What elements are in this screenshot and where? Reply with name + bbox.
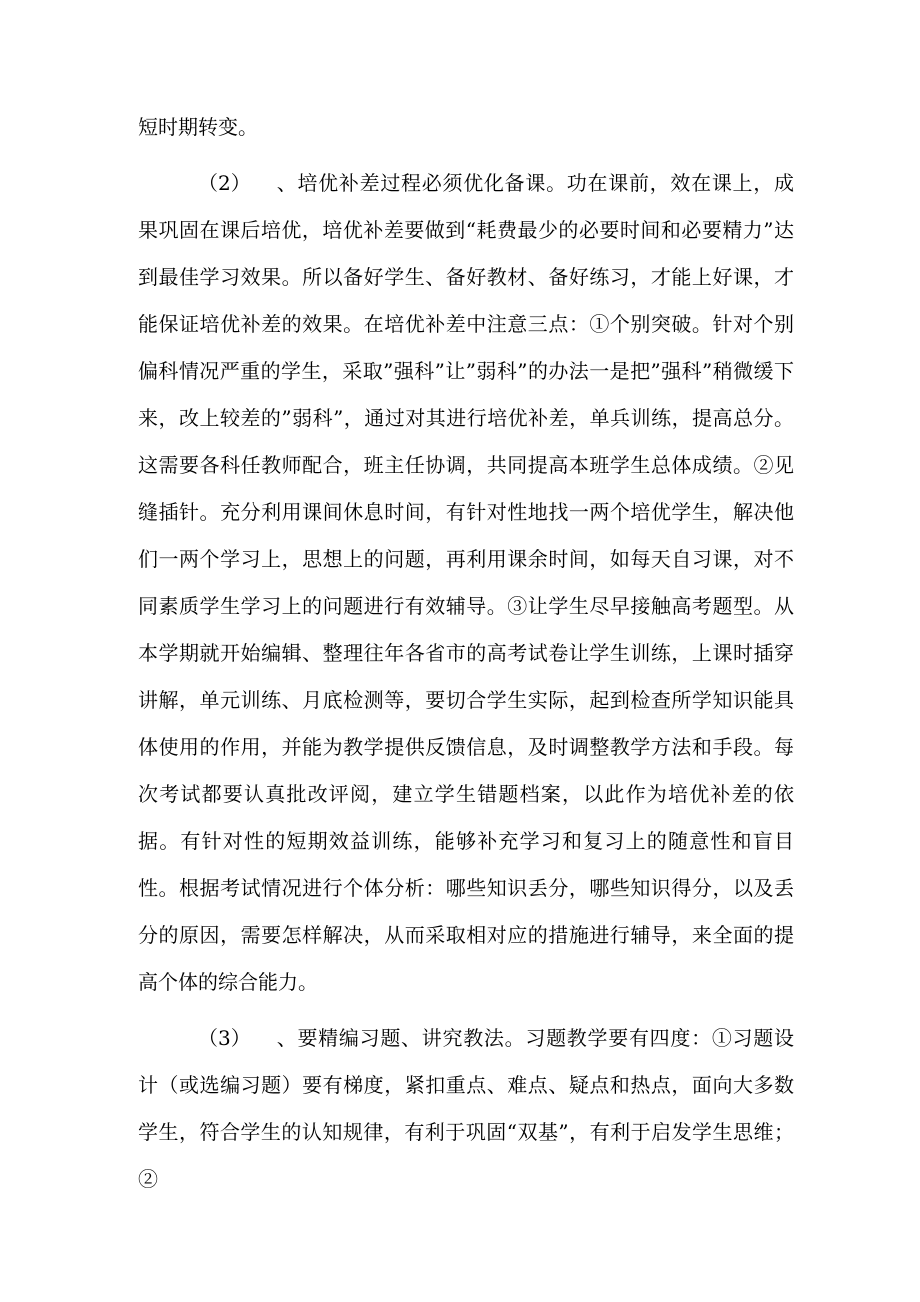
paragraph-text: 短时期转变。	[138, 115, 258, 139]
document-body	[138, 104, 794, 1203]
section-number: （2）	[198, 171, 251, 195]
paragraph-section-2	[138, 160, 794, 1006]
paragraph-section-3	[138, 1015, 794, 1203]
paragraph-text: 、要精编习题、讲究教法。习题教学要有四度：①习题设计（或选编习题）要有梯度，紧扣重点、难点、疑点和热点，面向大多数学生，符合学生的认知规律，有利于巩固“双基”，有利于启发学生思维；②	[138, 1026, 794, 1191]
paragraph-text: 、培优补差过程必须优化备课。功在课前，效在课上，成果巩固在课后培优，培优补差要做到“耗费最少的必要时间和必要精力”达到最佳学习效果。所以备好学生、备好教材、备好练习，才能上好课，才能保证培优补差的效果。在培优补差中注意三点：①个别突破。针对个别偏科情况严重的学生，采取”强科”让”弱科”的办法一是把”强科”稍微缓下来，改上较差的”弱科”，通过对其进行培优补差，单兵训练，提高总分。这需要各科任教师配合，班主任协调，共同提高本班学生总体成绩。②见缝插针。充分利用课间休息时间，有针对性地找一两个培优学生，解决他们一两个学习上，思想上的问题，再利用课余时间，如每天自习课，对不同素质学生学习上的问题进行有效辅导。③让学生尽早接触高考题型。从本学期就开始编辑、整理往年各省市的高考试卷让学生训练，上课时插穿讲解，单元训练、月底检测等，要切合学生实际，起到检查所学知识能具体使用的作用，并能为教学提供反馈信息，及时调整教学方法和手段。每次考试都要认真批改评阅，建立学生错题档案，以此作为培优补差的依据。有针对性的短期效益训练，能够补充学习和复习上的随意性和盲目性。根据考试情况进行个体分析：哪些知识丢分，哪些知识得分，以及丢分的原因，需要怎样解决，从而采取相对应的措施进行辅导，来全面的提高个体的综合能力。	[138, 171, 794, 994]
section-number: （3）	[198, 1026, 251, 1050]
paragraph-continuation	[138, 104, 794, 151]
